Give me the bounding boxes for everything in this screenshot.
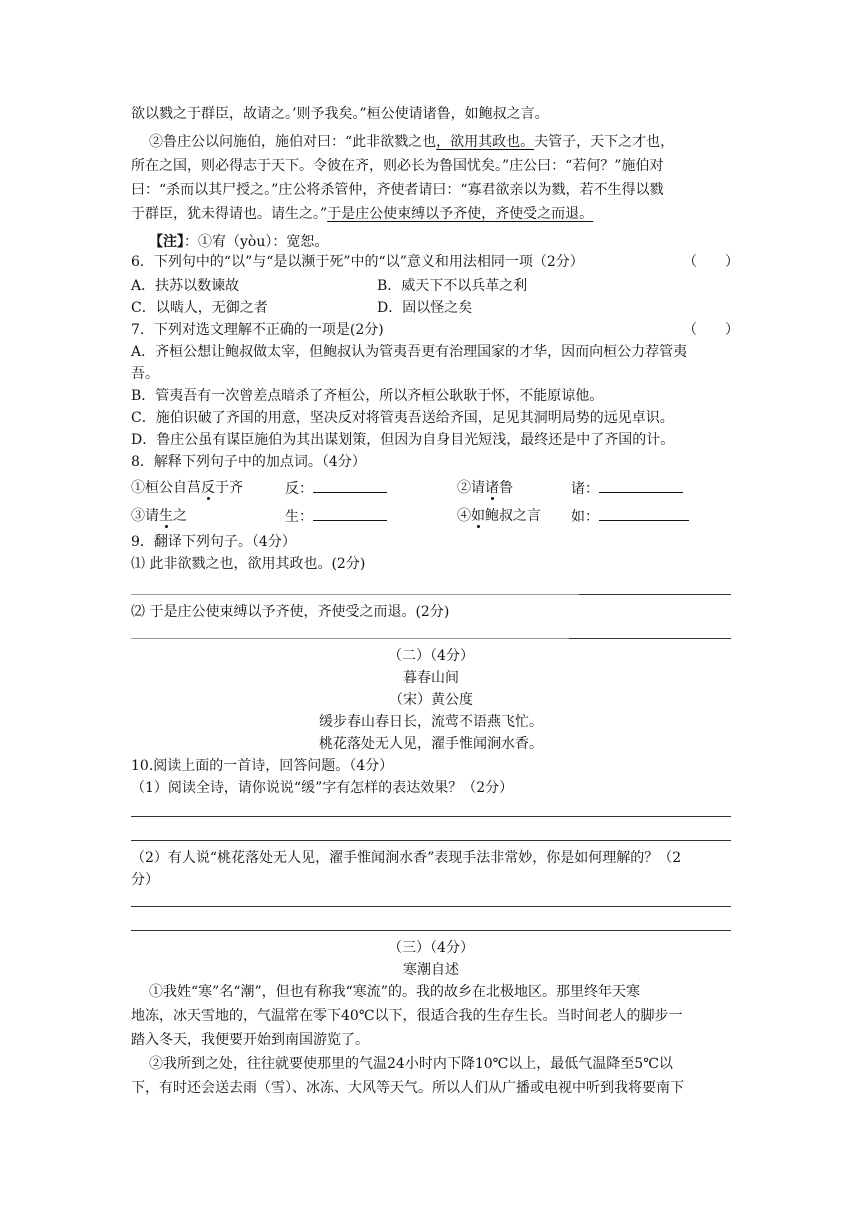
answer-blank[interactable] xyxy=(313,506,387,521)
underlined-sentence: 于是庄公使束缚以予齐使，齐使受之而退。 xyxy=(327,206,594,222)
q8-item-4: ④如鲍叔之言 xyxy=(457,508,541,524)
answer-blank[interactable] xyxy=(599,506,689,521)
q9-sentence-1: ⑴ 此非欲戮之也，欲用其政也。(2分) xyxy=(131,556,366,572)
passage-text: ②鲁庄公以问施伯，施伯对曰：“此非欲戮之也 xyxy=(149,134,437,150)
q8-item-2: ②请诸鲁 xyxy=(457,480,513,496)
answer-line[interactable] xyxy=(131,840,731,841)
note-text: ：①宥（yòu）：宽恕。 xyxy=(184,234,329,250)
answer-line[interactable] xyxy=(131,930,731,931)
note-label: 【注】 xyxy=(149,234,184,250)
q8-item-4-answer: 如： xyxy=(571,506,689,527)
passage-line: 踏入冬天，我便要开始到南国游览了。 xyxy=(131,1032,369,1048)
section-heading: （二）（4分） xyxy=(388,648,474,664)
passage-line: 所在之国，则必得志于天下。令彼在齐，则必长为鲁国忧矣。”庄公曰：“若何？”施伯对 xyxy=(131,158,664,174)
answer-line[interactable] xyxy=(131,816,731,817)
answer-line-segment xyxy=(579,594,731,595)
option-a[interactable]: A．齐桓公想让鲍叔做太宰，但鲍叔认为管夷吾更有治理国家的才华，因而向桓公力荐管夷 xyxy=(131,344,688,360)
q10-subquestion-2: （2）有人说“桃花落处无人见，濯手惟闻涧水香”表现手法非常妙，你是如何理解的？（2 xyxy=(131,850,682,866)
underlined-sentence: ，欲用其政也。 xyxy=(436,134,535,150)
answer-blank[interactable] xyxy=(599,478,683,493)
option-d[interactable]: D．鲁庄公虽有谋臣施伯为其出谋划策，但因为自身目光短浅，最终还是中了齐国的计。 xyxy=(131,432,675,448)
q10-subquestion-2-continued: 分） xyxy=(131,872,159,888)
passage-title: 寒潮自述 xyxy=(403,962,459,978)
passage-line xyxy=(149,132,674,152)
option-d[interactable]: D．固以怪之矣 xyxy=(377,300,473,316)
q8-item-1: ①桓公自莒反于齐 xyxy=(131,480,243,496)
answer-line[interactable] xyxy=(131,906,731,907)
dotted-word: 诸 xyxy=(485,480,499,496)
q9-sentence-2: ⑵ 于是庄公使束缚以予齐使，齐使受之而退。(2分) xyxy=(131,604,450,620)
passage-line: 曰：“杀而以其尸授之。”庄公将杀管仲，齐使者请曰：“寡君欲亲以为戮，若不生得以戮 xyxy=(131,182,664,198)
question-8-stem: 8．解释下列句子中的加点词。（4分） xyxy=(131,454,366,470)
option-b[interactable]: B．威天下不以兵革之利 xyxy=(377,278,528,294)
answer-line-segment xyxy=(569,638,731,639)
passage-line xyxy=(131,204,593,224)
answer-bracket[interactable]: （ ） xyxy=(683,322,739,338)
option-a[interactable]: A．扶苏以数谏故 xyxy=(131,278,240,294)
q10-subquestion-1: （1）阅读全诗，请你说说“缓”字有怎样的表达效果？（2分） xyxy=(131,780,514,796)
dotted-word: 如 xyxy=(471,508,485,524)
section-heading: （三）（4分） xyxy=(388,940,474,956)
annotation-note xyxy=(149,232,328,252)
dotted-word: 反 xyxy=(201,480,215,496)
passage-text: 于群臣，犹未得请也。请生之。” xyxy=(131,206,328,222)
q8-item-1-answer: 反： xyxy=(285,478,387,499)
option-b[interactable]: B．管夷吾有一次曾差点暗杀了齐桓公，所以齐桓公耿耿于怀，不能原谅他。 xyxy=(131,388,604,404)
option-c[interactable]: C．以啮人，无御之者 xyxy=(131,300,268,316)
dotted-word: 生 xyxy=(159,508,173,524)
q8-item-3: ③请生之 xyxy=(131,508,187,524)
passage-line: 下，有时还会送去雨（雪）、冰冻、大风等天气。所以人们从广播或电视中听到我将要南下 xyxy=(131,1080,684,1096)
option-a-continued: 吾。 xyxy=(131,366,159,382)
poem-title: 暮春山间 xyxy=(403,670,459,686)
question-10-stem: 10.阅读上面的一首诗，回答问题。（4分） xyxy=(131,758,394,774)
answer-bracket[interactable]: （ ） xyxy=(683,254,739,270)
question-7-stem: 7．下列对选文理解不正确的一项是(2分) xyxy=(131,322,384,338)
question-9-stem: 9．翻译下列句子。（4分） xyxy=(131,534,296,550)
passage-line: ①我姓“寒”名“潮”，但也有称我“寒流”的。我的故乡在北极地区。那里终年天寒 xyxy=(149,984,640,1000)
passage-line: ②我所到之处，往往就要使那里的气温24小时内下降10℃以上，最低气温降至5℃以 xyxy=(149,1056,673,1072)
poem-author: （宋）黄公度 xyxy=(389,692,473,708)
passage-line: 欲以戮之于群臣，故请之。’则予我矣。”桓公使请诸鲁，如鲍叔之言。 xyxy=(131,106,549,122)
option-c[interactable]: C．施伯识破了齐国的用意，坚决反对将管夷吾送给齐国，足见其洞明局势的远见卓识。 xyxy=(131,410,674,426)
q8-item-3-answer: 生： xyxy=(285,506,387,527)
passage-text: 夫管子，天下之才也， xyxy=(534,134,675,150)
question-6-stem: 6．下列句中的“以”与“是以濒于死”中的“以”意义和用法相同一项（2分） xyxy=(131,254,584,270)
answer-blank[interactable] xyxy=(313,478,387,493)
poem-line: 缓步春山春日长，流莺不语燕飞忙。 xyxy=(319,714,543,730)
passage-line: 地冻，冰天雪地的，气温常在零下40℃以下，很适合我的生存生长。当时间老人的脚步一 xyxy=(131,1008,683,1024)
poem-line: 桃花落处无人见，濯手惟闻涧水香。 xyxy=(319,736,543,752)
q8-item-2-answer: 诸： xyxy=(571,478,683,499)
